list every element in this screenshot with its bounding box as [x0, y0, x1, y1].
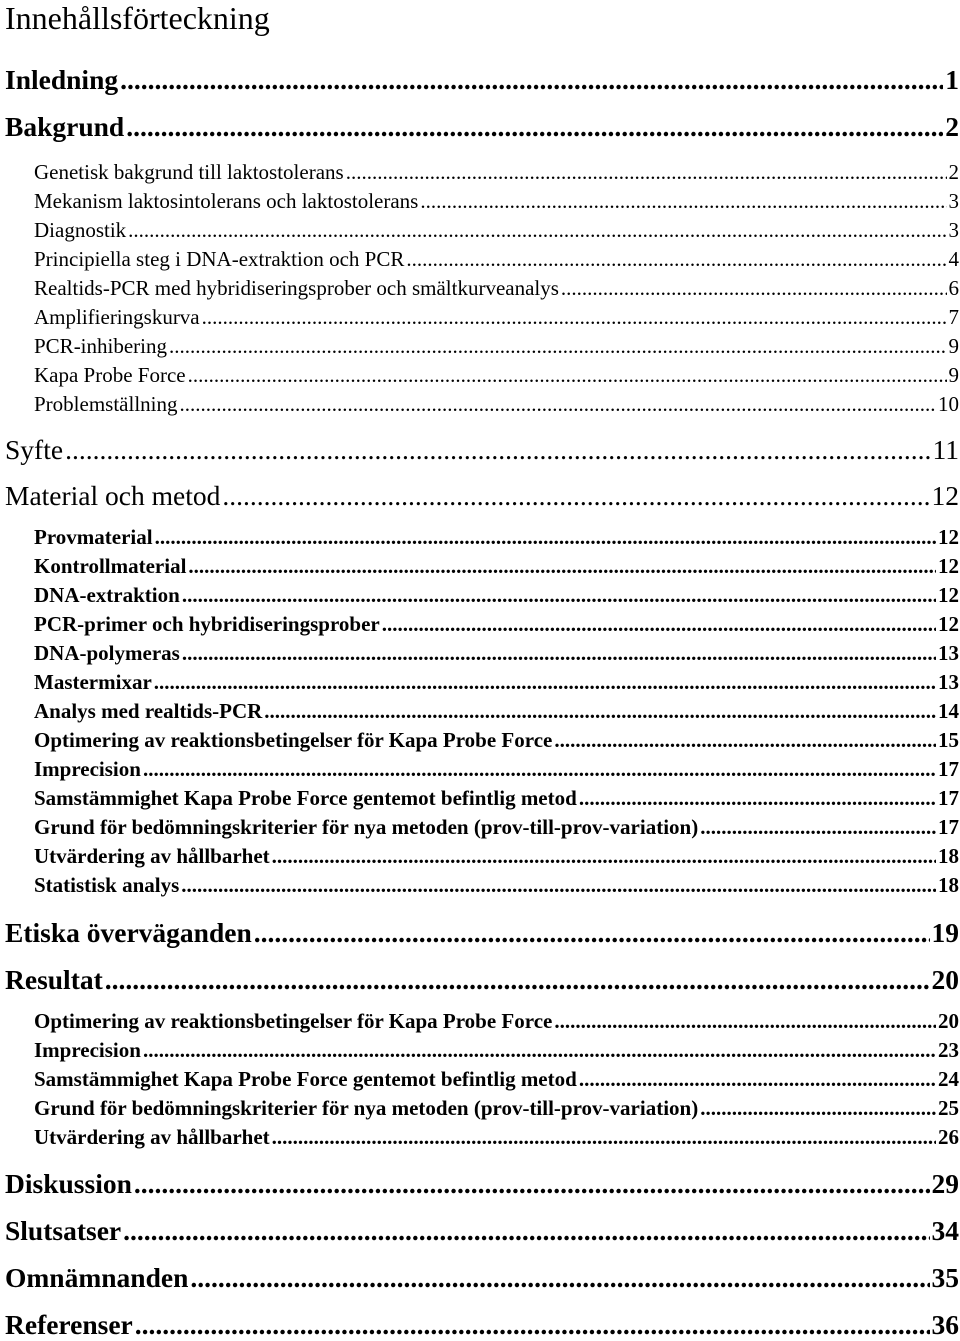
toc-entry-subheading[interactable] — [34, 1037, 959, 1063]
toc-dot-leader — [126, 111, 943, 143]
toc-dot-leader — [561, 275, 947, 301]
toc-dot-leader — [182, 640, 936, 666]
toc-dot-leader — [154, 669, 936, 695]
toc-dot-leader — [180, 391, 937, 417]
toc-dot-leader — [554, 1008, 936, 1034]
toc-entry-title: Diskussion — [5, 1168, 132, 1199]
toc-dot-leader — [700, 1095, 936, 1121]
toc-entry-heading[interactable] — [5, 434, 959, 466]
toc-page-number: 14 — [938, 699, 959, 723]
toc-page-number: 36 — [931, 1309, 959, 1340]
toc-page-number: 15 — [938, 728, 959, 752]
toc-page-number: 10 — [938, 392, 959, 416]
toc-dot-leader — [188, 553, 936, 579]
toc-page-number: 12 — [931, 480, 959, 511]
toc-dot-leader — [128, 217, 946, 243]
toc-page-number: 6 — [948, 276, 959, 300]
toc-page-number: 13 — [938, 670, 959, 694]
toc-entry-title: Optimering av reaktionsbetingelser för Kapa Probe Force — [34, 728, 553, 752]
toc-entry-subheading[interactable] — [34, 304, 959, 330]
toc-dot-leader — [264, 698, 936, 724]
toc-entry-title: Mastermixar — [34, 670, 152, 694]
toc-entry-heading[interactable] — [5, 1168, 959, 1200]
toc-entry-heading[interactable] — [5, 1215, 959, 1247]
toc-dot-leader — [190, 1262, 929, 1294]
toc-entry-title: Material och metod — [5, 480, 221, 511]
toc-entry-subheading[interactable] — [34, 785, 959, 811]
toc-page-number: 35 — [931, 1262, 959, 1293]
toc-page-number: 20 — [931, 964, 959, 995]
toc-entry-subheading[interactable] — [34, 698, 959, 724]
toc-entry-subheading[interactable] — [34, 1008, 959, 1034]
toc-entry-subheading[interactable] — [34, 727, 959, 753]
toc-page-number: 12 — [938, 612, 959, 636]
toc-entry-title: Provmaterial — [34, 525, 153, 549]
toc-entry-heading[interactable] — [5, 64, 959, 96]
toc-entry-subheading[interactable] — [34, 1066, 959, 1092]
toc-entry-title: Genetisk bakgrund till laktostolerans — [34, 160, 344, 184]
toc-dot-leader — [406, 246, 946, 272]
toc-page-number: 24 — [938, 1067, 959, 1091]
toc-entry-subheading[interactable] — [34, 362, 959, 388]
toc-dot-leader — [123, 1215, 929, 1247]
toc-dot-leader — [182, 582, 936, 608]
toc-dot-leader — [346, 159, 947, 185]
toc-dot-leader — [120, 64, 943, 96]
toc-entry-subheading[interactable] — [34, 814, 959, 840]
toc-entry-title: Utvärdering av hållbarhet — [34, 1125, 270, 1149]
toc-entry-subheading[interactable] — [34, 669, 959, 695]
toc-page-number: 2 — [948, 160, 959, 184]
toc-dot-leader — [202, 304, 947, 330]
toc-entry-subheading[interactable] — [34, 843, 959, 869]
toc-page-number: 7 — [948, 305, 959, 329]
toc-dot-leader — [222, 480, 929, 512]
toc-dot-leader — [272, 843, 936, 869]
toc-entry-heading[interactable] — [5, 1309, 959, 1341]
toc-entry-title: DNA-polymeras — [34, 641, 180, 665]
toc-entry-title: Grund för bedömningskriterier för nya metoden (prov-till-prov-variation) — [34, 815, 699, 839]
toc-dot-leader — [65, 434, 930, 466]
toc-entry-subheading[interactable] — [34, 1124, 959, 1150]
toc-entry-title: Samstämmighet Kapa Probe Force gentemot befintlig metod — [34, 786, 577, 810]
toc-page-number: 17 — [938, 815, 959, 839]
toc-page-number: 3 — [948, 189, 959, 213]
toc-entry-title: Utvärdering av hållbarhet — [34, 844, 270, 868]
toc-page-number: 9 — [948, 334, 959, 358]
toc-page-number: 13 — [938, 641, 959, 665]
toc-entry-subheading[interactable] — [34, 872, 959, 898]
toc-entry-subheading[interactable] — [34, 275, 959, 301]
toc-entry-title: Referenser — [5, 1309, 133, 1340]
toc-dot-leader — [188, 362, 947, 388]
toc-entry-subheading[interactable] — [34, 246, 959, 272]
toc-page-number: 17 — [938, 757, 959, 781]
toc-title: Innehållsförteckning — [5, 0, 270, 36]
toc-dot-leader — [105, 964, 930, 996]
toc-entry-subheading[interactable] — [34, 756, 959, 782]
toc-page-number: 18 — [938, 844, 959, 868]
toc-entry-title: Principiella steg i DNA-extraktion och PCR — [34, 247, 405, 271]
toc-dot-leader — [579, 1066, 936, 1092]
toc-page-number: 17 — [938, 786, 959, 810]
toc-page-number: 3 — [948, 218, 959, 242]
toc-entry-title: Analys med realtids-PCR — [34, 699, 263, 723]
toc-entry-subheading[interactable] — [34, 640, 959, 666]
toc-dot-leader — [554, 727, 936, 753]
toc-dot-leader — [382, 611, 936, 637]
toc-entry-title: Etiska överväganden — [5, 917, 252, 948]
toc-page-number: 12 — [938, 525, 959, 549]
toc-entry-title: PCR-primer och hybridiseringsprober — [34, 612, 380, 636]
toc-entry-title: Syfte — [5, 434, 64, 465]
toc-entry-title: Amplifieringskurva — [34, 305, 200, 329]
toc-entry-title: Problemställning — [34, 392, 178, 416]
toc-entry-subheading[interactable] — [34, 611, 959, 637]
toc-entry-title: Resultat — [5, 964, 103, 995]
toc-page-number: 11 — [932, 434, 959, 465]
toc-dot-leader — [700, 814, 936, 840]
toc-page-number: 12 — [938, 583, 959, 607]
toc-entry-subheading[interactable] — [34, 333, 959, 359]
toc-entry-subheading[interactable] — [34, 217, 959, 243]
toc-page-number: 12 — [938, 554, 959, 578]
toc-page-number: 34 — [931, 1215, 959, 1246]
toc-page-number: 19 — [931, 917, 959, 948]
toc-dot-leader — [254, 917, 930, 949]
toc-entry-title: Imprecision — [34, 1038, 141, 1062]
toc-dot-leader — [420, 188, 946, 214]
toc-entry-heading[interactable] — [5, 1262, 959, 1294]
toc-entry-subheading[interactable] — [34, 1095, 959, 1121]
toc-page-number: 2 — [945, 111, 959, 142]
toc-entry-subheading[interactable] — [34, 524, 959, 550]
toc-dot-leader — [134, 1168, 930, 1200]
toc-page-number: 25 — [938, 1096, 959, 1120]
toc-dot-leader — [272, 1124, 936, 1150]
toc-dot-leader — [143, 756, 936, 782]
toc-dot-leader — [181, 872, 936, 898]
toc-dot-leader — [579, 785, 936, 811]
toc-entry-title: Samstämmighet Kapa Probe Force gentemot befintlig metod — [34, 1067, 577, 1091]
toc-page-number: 1 — [945, 64, 959, 95]
toc-entry-heading[interactable] — [5, 917, 959, 949]
toc-entry-subheading[interactable] — [34, 553, 959, 579]
toc-page-number: 29 — [931, 1168, 959, 1199]
toc-dot-leader — [135, 1309, 930, 1341]
toc-page-number: 4 — [948, 247, 959, 271]
toc-entry-subheading[interactable] — [34, 391, 959, 417]
toc-entry-title: Statistisk analys — [34, 873, 180, 897]
toc-entry-heading[interactable] — [5, 111, 959, 143]
toc-entry-title: Imprecision — [34, 757, 141, 781]
toc-entry-title: Mekanism laktosintolerans och laktostolerans — [34, 189, 419, 213]
toc-entry-title: DNA-extraktion — [34, 583, 180, 607]
toc-entry-heading[interactable] — [5, 964, 959, 996]
toc-page-number: 23 — [938, 1038, 959, 1062]
toc-entry-title: Realtids-PCR med hybridiseringsprober och smältkurveanalys — [34, 276, 559, 300]
toc-dot-leader — [169, 333, 946, 359]
toc-page-number: 18 — [938, 873, 959, 897]
toc-entry-heading[interactable] — [5, 480, 959, 512]
toc-entry-title: Inledning — [5, 64, 119, 95]
toc-page-number: 26 — [938, 1125, 959, 1149]
toc-entry-title: PCR-inhibering — [34, 334, 168, 358]
toc-entry-title: Diagnostik — [34, 218, 127, 242]
toc-entry-title: Kontrollmaterial — [34, 554, 187, 578]
toc-entry-subheading[interactable] — [34, 159, 959, 185]
toc-entry-title: Bakgrund — [5, 111, 125, 142]
toc-dot-leader — [143, 1037, 936, 1063]
toc-entry-title: Slutsatser — [5, 1215, 122, 1246]
toc-entry-title: Optimering av reaktionsbetingelser för Kapa Probe Force — [34, 1009, 553, 1033]
toc-entry-subheading[interactable] — [34, 188, 959, 214]
toc-page-number: 9 — [948, 363, 959, 387]
toc-entry-subheading[interactable] — [34, 582, 959, 608]
toc-dot-leader — [155, 524, 936, 550]
toc-page-number: 20 — [938, 1009, 959, 1033]
toc-entry-title: Grund för bedömningskriterier för nya metoden (prov-till-prov-variation) — [34, 1096, 699, 1120]
toc-entry-title: Kapa Probe Force — [34, 363, 186, 387]
toc-entry-title: Omnämnanden — [5, 1262, 189, 1293]
